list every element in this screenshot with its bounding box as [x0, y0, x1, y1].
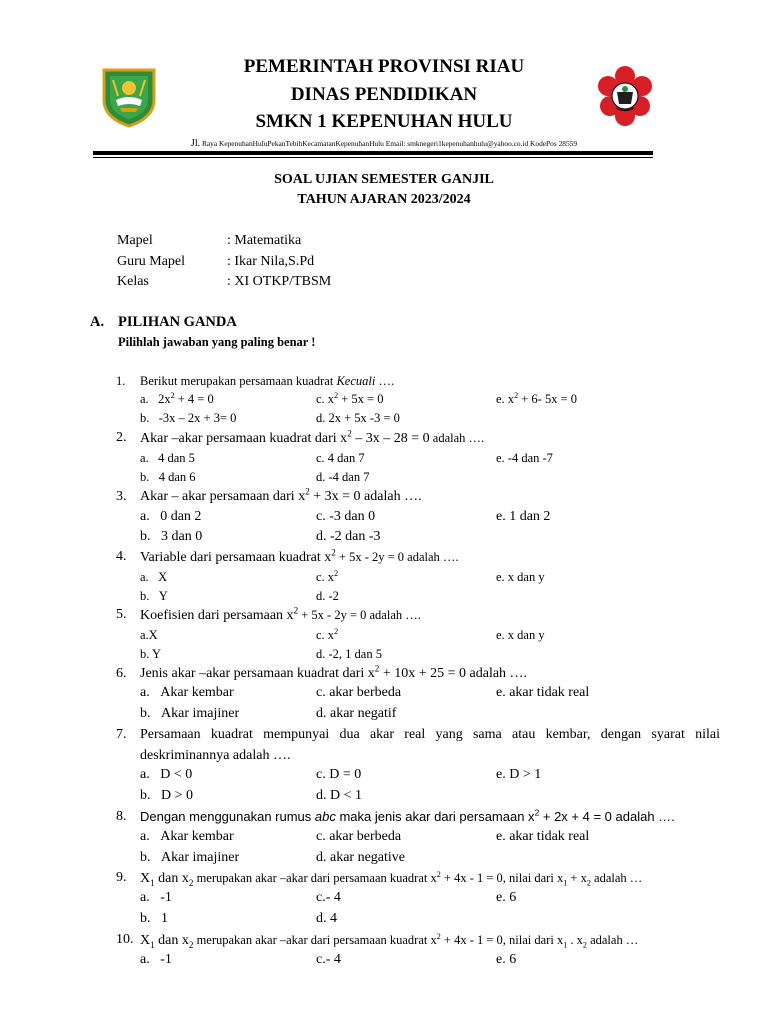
option-b: b. Y: [140, 589, 168, 603]
option-c: c. 4 dan 7: [316, 451, 365, 465]
option-e: e. akar tidak real: [496, 685, 590, 700]
option-a: a. 0 dan 2: [140, 509, 202, 524]
option-b: b. Y: [140, 647, 162, 661]
address-text: Raya KepenuhanHuluPekanTebihKecamatanKepenuhanHulu Email: smknegeri1kepenuhanhulu@yahoo.co.id KodePos 28559: [201, 139, 578, 148]
header-divider-thick: [93, 151, 653, 155]
option-a: a.X: [140, 628, 158, 642]
question-number: 6.: [116, 666, 127, 681]
question-text: Akar – akar persamaan dari $x^2 + 3x = 0$ adalah ….: [140, 486, 422, 504]
option-c: c. -3 dan 0: [316, 509, 376, 524]
option-a: a. Akar kembar: [140, 685, 234, 700]
option-d: d. -2: [316, 589, 339, 603]
info-value-teacher: : Ikar Nila,S.Pd: [227, 254, 315, 269]
option-c: c.- 4: [316, 890, 341, 905]
option-c: c. akar berbeda: [316, 829, 402, 844]
option-a: a. Akar kembar: [140, 829, 234, 844]
option-e: e. x dan y: [496, 628, 545, 642]
header-school-name: SMKN 1 KEPENUHAN HULU: [255, 111, 513, 132]
option-e: e. 6: [496, 952, 517, 967]
option-c: c. $x^2$: [316, 626, 339, 642]
option-b: b. 3 dan 0: [140, 529, 203, 544]
option-b: b. 4 dan 6: [140, 470, 196, 484]
question-number: 4.: [116, 549, 127, 564]
option-b: b. -3x – 2x + 3= 0: [140, 411, 237, 425]
header-divider-thin: [93, 157, 653, 158]
question-text: $X_1$ dan $x_2$ merupakan akar –akar dari persamaan kuadrat $x^2 + 4x - 1 = 0$, nilai dari $x_1$ . $x_2$ adalah …: [140, 931, 639, 950]
option-d: d. -2, 1 dan 5: [316, 647, 382, 661]
question-number: 8.: [116, 809, 127, 824]
question-number: 3.: [116, 489, 127, 504]
option-e: e. 1 dan 2: [496, 509, 551, 524]
question-number: 10.: [116, 932, 134, 947]
section-instruction: Pilihlah jawaban yang paling benar !: [118, 335, 316, 349]
option-d: d. akar negative: [316, 850, 406, 865]
option-d: d. D < 1: [316, 788, 363, 803]
option-a: a. 4 dan 5: [140, 451, 195, 465]
header-department: DINAS PENDIDIKAN: [290, 84, 478, 105]
question-number: 7.: [116, 727, 127, 742]
section-title: PILIHAN GANDA: [118, 314, 237, 330]
option-c: c. $x^2 + 5x = 0$: [316, 390, 384, 406]
section-letter: A.: [90, 314, 105, 330]
question-text: Variable dari persamaan kuadrat $x^2 + 5x - 2y = 0$ adalah ….: [140, 547, 459, 565]
question-text: Jenis akar –akar persamaan kuadrat dari $x^2 + 10x + 25 = 0$ adalah ….: [140, 663, 528, 681]
option-b: b. Akar imajiner: [140, 706, 240, 721]
option-a: a. X: [140, 570, 168, 584]
question-text: Akar –akar persamaan kuadrat dari $x^2 - 3x - 28 = 0$ adalah ….: [140, 428, 485, 446]
option-e: e. $x^2 + 6-$ 5x = 0: [496, 390, 578, 406]
option-a: a. D < 0: [140, 767, 193, 782]
option-e: e. akar tidak real: [496, 829, 590, 844]
option-a: a. $2x^2 + 4 = 0$: [140, 390, 214, 406]
option-d: d. -4 dan 7: [316, 470, 370, 484]
question-number: 5.: [116, 607, 127, 622]
option-d: d. 2x + 5x -3 = 0: [316, 411, 400, 425]
option-d: d. akar negatif: [316, 706, 397, 721]
question-text: Dengan menggunakan rumus abc maka jenis akar dari persamaan $x^2 + 2x + 4 = 0$ adalah ….: [140, 807, 675, 824]
option-a: a. -1: [140, 952, 172, 967]
info-label-class: Kelas: [117, 274, 149, 289]
option-b: b. D > 0: [140, 788, 194, 803]
question-text: Berikut merupakan persamaan kuadrat Kecuali ….: [140, 374, 395, 388]
option-b: b. 1: [140, 911, 168, 926]
option-d: d. 4: [316, 911, 337, 926]
option-c: c. D = 0: [316, 767, 362, 782]
question-text: Koefisien dari persamaan $x^2 + 5x - 2y = 0$ adalah ….: [140, 605, 421, 623]
info-value-subject: : Matematika: [227, 233, 302, 248]
question-number: 1.: [116, 374, 126, 388]
question-number: 2.: [116, 430, 127, 445]
exam-year: TAHUN AJARAN 2023/2024: [297, 192, 471, 207]
option-c: c. akar berbeda: [316, 685, 402, 700]
option-a: a. -1: [140, 890, 172, 905]
option-e: e. 6: [496, 890, 517, 905]
header-address: [0, 138, 768, 149]
option-e: e. D > 1: [496, 767, 542, 782]
info-label-subject: Mapel: [117, 233, 153, 248]
header-government: PEMERINTAH PROVINSI RIAU: [243, 56, 525, 77]
option-d: d. -2 dan -3: [316, 529, 381, 544]
address-prefix: Jl.: [190, 138, 201, 149]
option-c: c. $x^2$: [316, 568, 339, 584]
option-c: c.- 4: [316, 952, 341, 967]
question-text-line-2: deskriminannya adalah ….: [140, 748, 291, 763]
exam-title: SOAL UJIAN SEMESTER GANJIL: [274, 172, 494, 187]
option-b: b. Akar imajiner: [140, 850, 240, 865]
info-label-teacher: Guru Mapel: [117, 254, 186, 269]
option-e: e. x dan y: [496, 570, 545, 584]
info-value-class: : XI OTKP/TBSM: [227, 274, 332, 289]
question-text-line-1: Persamaan kuadrat mempunyai dua akar real yang sama atau kembar, dengan syarat nilai: [140, 727, 720, 742]
option-e: e. -4 dan -7: [496, 451, 553, 465]
question-number: 9.: [116, 870, 127, 885]
question-text: $X_1$ dan $x_2$ merupakan akar –akar dari persamaan kuadrat $x^2 + 4x - 1 = 0$, nilai dari $x_1 + x_2$ adalah …: [140, 869, 643, 888]
